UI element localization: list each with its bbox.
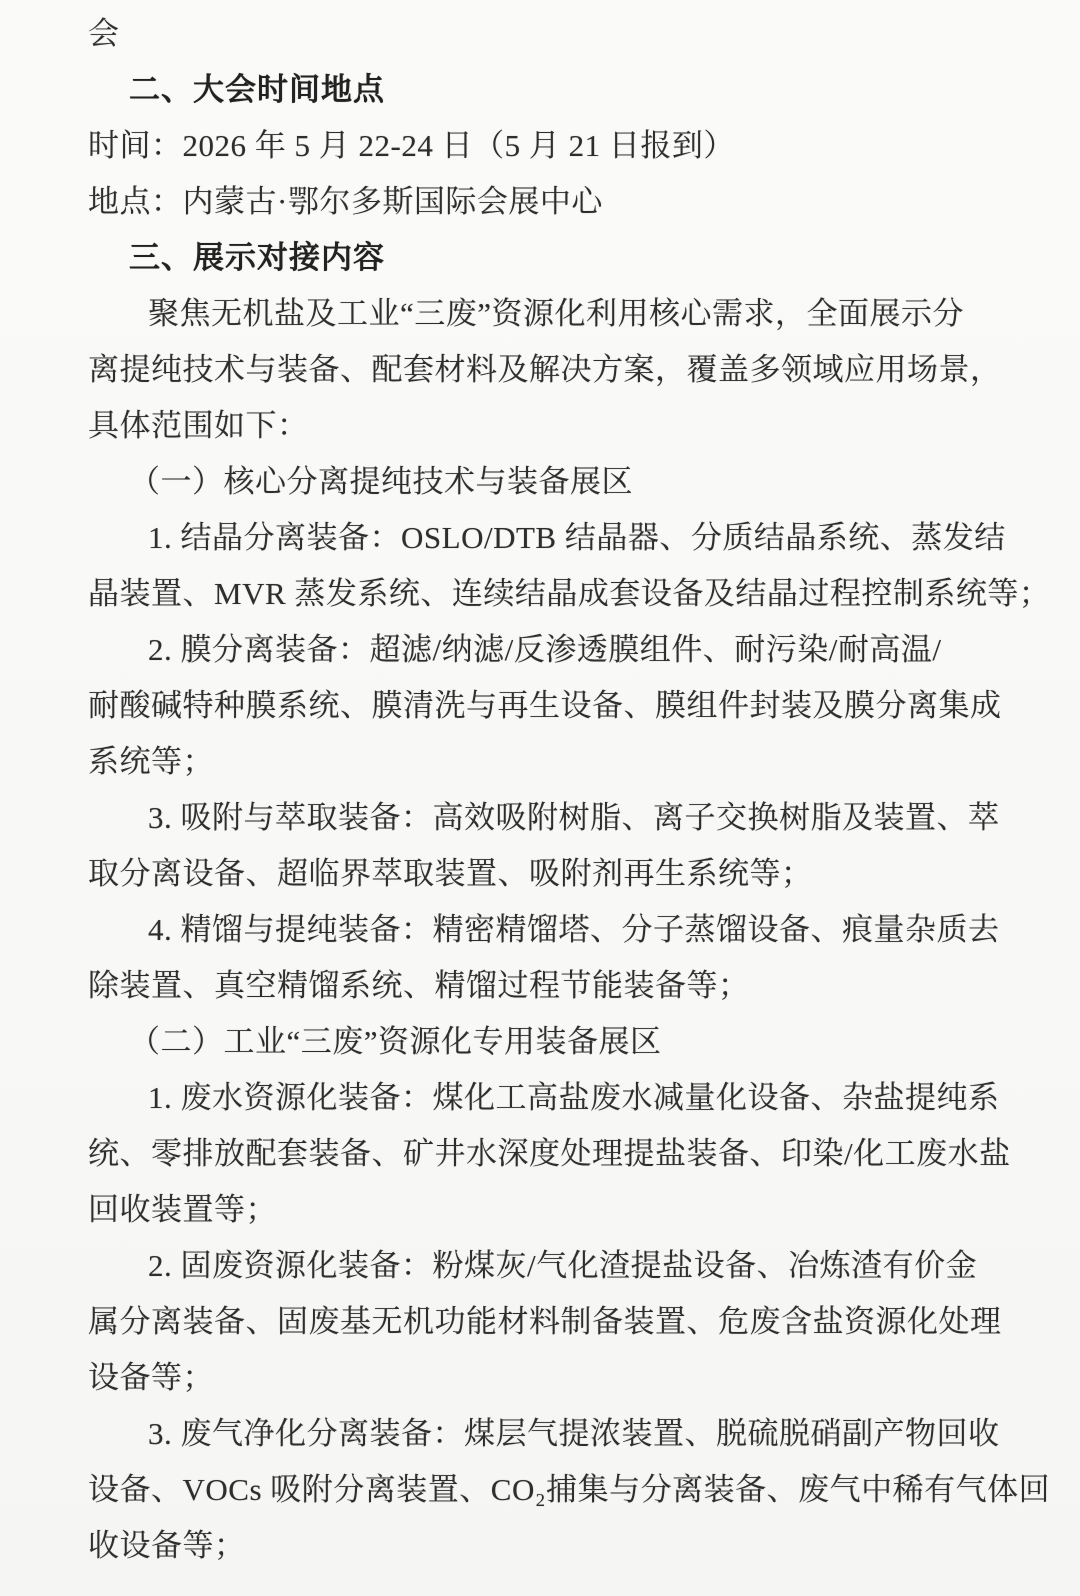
zone2-item2-line-1: 2. 固废资源化装备：粉煤灰/气化渣提盐设备、冶炼渣有价金 — [148, 1248, 978, 1283]
subheading-zone-1: （一）核心分离提纯技术与装备展区 — [129, 464, 633, 499]
line-location: 地点：内蒙古·鄂尔多斯国际会展中心 — [88, 184, 603, 219]
heading-section-time-location: 二、大会时间地点 — [129, 72, 385, 107]
zone1-item1-line-1: 1. 结晶分离装备：OSLO/DTB 结晶器、分质结晶系统、蒸发结 — [148, 520, 1006, 555]
zone2-item2-line-3: 设备等； — [88, 1360, 214, 1395]
subheading-zone-2: （二）工业“三废”资源化专用装备展区 — [129, 1024, 662, 1059]
zone2-item1-line-2: 统、零排放配套装备、矿井水深度处理提盐装备、印染/化工废水盐 — [88, 1136, 1011, 1171]
zone1-item3-line-1: 3. 吸附与萃取装备：高效吸附树脂、离子交换树脂及装置、萃 — [148, 800, 1000, 835]
zone2-item1-line-1: 1. 废水资源化装备：煤化工高盐废水减量化设备、杂盐提纯系 — [148, 1080, 1000, 1115]
zone1-item4-line-2: 除装置、真空精馏系统、精馏过程节能装备等； — [88, 968, 750, 1003]
zone2-item1-line-3: 回收装置等； — [88, 1192, 277, 1227]
zone1-item2-line-1: 2. 膜分离装备：超滤/纳滤/反渗透膜组件、耐污染/耐高温/ — [148, 632, 942, 667]
intro-paragraph-line-2: 离提纯技术与装备、配套材料及解决方案，覆盖多领域应用场景， — [88, 352, 1002, 387]
zone1-item1-line-2: 晶装置、MVR 蒸发系统、连续结晶成套设备及结晶过程控制系统等； — [88, 576, 1051, 611]
zone1-item3-line-2: 取分离设备、超临界萃取装置、吸附剂再生系统等； — [88, 856, 813, 891]
zone1-item2-line-2: 耐酸碱特种膜系统、膜清洗与再生设备、膜组件封装及膜分离集成 — [88, 688, 1002, 723]
doc-line-continuation: 会 — [88, 16, 120, 51]
zone1-item4-line-1: 4. 精馏与提纯装备：精密精馏塔、分子蒸馏设备、痕量杂质去 — [148, 912, 1000, 947]
intro-paragraph-line-1: 聚焦无机盐及工业“三废”资源化利用核心需求，全面展示分 — [148, 296, 965, 331]
zone2-item2-line-2: 属分离装备、固废基无机功能材料制备装置、危废含盐资源化处理 — [88, 1304, 1002, 1339]
zone1-item2-line-3: 系统等； — [88, 744, 214, 779]
zone2-item3-line-2: 设备、VOCs 吸附分离装置、CO₂捕集与分离装备、废气中稀有气体回 — [88, 1472, 1051, 1507]
intro-paragraph-line-3: 具体范围如下： — [88, 408, 309, 443]
zone2-item3-line-1: 3. 废气净化分离装备：煤层气提浓装置、脱硫脱硝副产物回收 — [148, 1416, 1000, 1451]
zone2-item3-line-3: 收设备等； — [88, 1528, 246, 1563]
line-time: 时间：2026 年 5 月 22-24 日（5 月 21 日报到） — [88, 128, 735, 163]
heading-section-exhibition-content: 三、展示对接内容 — [129, 240, 385, 275]
